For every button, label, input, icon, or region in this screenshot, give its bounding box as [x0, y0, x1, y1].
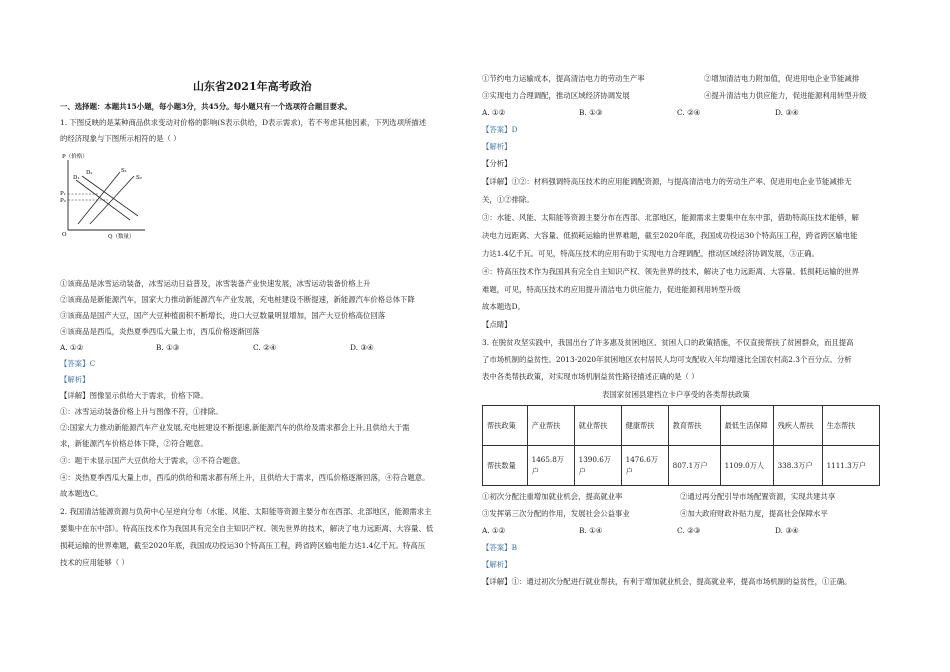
- label-d2: D₂: [86, 170, 93, 176]
- q2-option-c[interactable]: C. ②④: [677, 108, 701, 117]
- table-header-row: [483, 406, 880, 446]
- q1-detail-line: ③：题干未显示国产大豆供给大于需求，③不符合题意。: [60, 456, 245, 465]
- q1-detail-line: 求，新能源汽车价格总体下降，②符合题意。: [60, 439, 208, 448]
- q3-item: ③发挥第三次分配的作用，发展社会公益事业: [482, 509, 630, 518]
- label-p1: P₁: [60, 191, 66, 197]
- q2-option-b[interactable]: B. ①③: [579, 108, 603, 117]
- demand-curve-d2: [82, 176, 138, 216]
- q2-option-a[interactable]: A. ①②: [482, 108, 506, 117]
- table-cell: 1390.6万户: [574, 446, 621, 486]
- q2-answer: 【答案】D: [482, 125, 518, 134]
- q2-detail-line: ④：特高压技术作为我国具有完全自主知识产权、领先世界的技术，解决了电力远距离、大容量、低损耗运输的世界: [482, 267, 859, 276]
- table-cell: 338.3万户: [773, 446, 822, 486]
- q2-item: ③实现电力合理调配，推动区域经济协调发展: [482, 91, 630, 100]
- q1-item: ①该商品是冰雪运动装备，冰雪运动日益普及，冰雪装备产业快速发展，冰雪运动装备价格上升: [60, 279, 371, 288]
- q3-item: ④加大政府财政补贴力度，提高社会保障水平: [680, 509, 828, 518]
- q1-option-d[interactable]: D. ③④: [350, 343, 374, 352]
- q2-item: ④提升清洁电力供应能力，促进能源利用转型升级: [704, 91, 867, 100]
- section-heading: 一、选择题：本题共15小题，每小题3分，共45分。每小题只有一个选项符合题目要求。: [60, 102, 352, 111]
- graph-ylabel: P（价格）: [62, 154, 88, 160]
- table-cell: 807.1万户: [668, 446, 720, 486]
- label-d1: D₁: [73, 175, 80, 181]
- table-header-cell: 最低生活保障: [720, 406, 773, 446]
- q1-option-a[interactable]: A. ①②: [60, 343, 84, 352]
- supply-demand-graph: [60, 150, 155, 250]
- q2-item: ①节约电力运输成本，提高清洁电力的劳动生产率: [482, 74, 645, 83]
- q3-option-b[interactable]: B. ①④: [579, 526, 603, 535]
- q2-detail-line: 难题，可见，特高压技术的应用提升清洁电力供应能力，促进能源利用转型升级: [482, 285, 741, 294]
- table-header-cell: 健康帮扶: [621, 406, 668, 446]
- table-cell: 1109.0万人: [720, 446, 773, 486]
- table-row: [483, 446, 880, 486]
- label-s1: S₁: [121, 168, 127, 174]
- q3-option-a[interactable]: A. ①②: [482, 526, 506, 535]
- q3-option-d[interactable]: D. ③④: [775, 526, 799, 535]
- page-title: 山东省2021年高考政治: [193, 80, 312, 93]
- graph-xlabel: Q（数量）: [108, 234, 135, 240]
- q1-detail-line: ①：冰雪运动装备价格上升与图像不符，①排除。: [60, 407, 223, 416]
- table-header-cell: 教育帮扶: [668, 406, 720, 446]
- table-header-cell: 就业帮扶: [574, 406, 621, 446]
- q2-detail-line: ③：水能、风能、太阳能等资源主要分布在西部、北部地区，能源需求主要集中在东中部，借助特高压技术能够，解: [482, 213, 859, 222]
- table-cell: 1111.3万户: [822, 446, 879, 486]
- q3-item: ①初次分配注重增加就业机会，提高就业率: [482, 492, 623, 501]
- table-cell: 帮扶数量: [483, 446, 528, 486]
- q1-detail-line: 故本题选C。: [60, 489, 103, 498]
- q3-stem-line: 了市场机制的益贫性。2013-2020年贫困地区农村居民人均可支配收入年均增速比全国农村高2.3个百分点。分析: [482, 355, 852, 364]
- graph-origin: O: [62, 232, 67, 238]
- q3-stem-line: 表中各类帮扶政策，对实现市场机制益贫性路径描述正确的是（ ）: [482, 372, 699, 381]
- q2-stem-line: 损耗运输的世界难题，截至2020年底，我国成功投运30个特高压工程，跨省跨区输电能力达1.4亿千瓦。特高压: [60, 541, 426, 550]
- table-header-cell: 生态帮扶: [822, 406, 879, 446]
- q1-answer: 【答案】C: [60, 359, 96, 368]
- q2-detail-line: 关，①②排除。: [482, 195, 534, 204]
- q2-detail-line: 决电力远距离、大容量、低损耗运输的世界难题，截至2020年底，我国成功投运30个特高压工程，跨省跨区输电能: [482, 231, 858, 240]
- table-header-cell: 残疾人帮扶: [773, 406, 822, 446]
- q2-fenxi-label: 【分析】: [482, 159, 512, 168]
- q1-item: ②该商品是新能源汽车，国家大力推动新能源汽车产业发展，充电桩建设不断提速，新能源汽车价格总体下降: [60, 295, 415, 304]
- q1-item: ④该商品是西瓜，炎热夏季西瓜大量上市，西瓜价格逐渐回落: [60, 327, 260, 336]
- q2-detail-line: 【详解】①②：材料强调特高压技术的应用能调配资源，与提高清洁电力的劳动生产率、促进用电企业节能减排无: [482, 177, 852, 186]
- q2-detail-line: 力达1.4亿千瓦。可见，特高压技术的应用有助于实现电力合理调配，推动区域经济协调发展，③正确。: [482, 249, 819, 258]
- q2-detail-line: 故本题选D。: [482, 302, 525, 311]
- q3-item: ②通过再分配引导市场配置资源，实现共建共享: [680, 492, 836, 501]
- q2-stem-line: 要集中在东中部）。特高压技术作为我国具有完全自主知识产权、领先世界的技术，解决了电力远距离、大容量、低: [60, 524, 434, 533]
- q2-option-d[interactable]: D. ③④: [775, 108, 799, 117]
- q2-analysis-label: 【解析】: [482, 142, 512, 151]
- q1-option-c[interactable]: C. ②④: [253, 343, 277, 352]
- q3-option-c[interactable]: C. ②③: [677, 526, 701, 535]
- q1-detail-line: 【详解】图像显示供给大于需求，价格下降。: [60, 391, 208, 400]
- q1-stem-line: 1. 下图反映的是某种商品供求变动对价格的影响(S表示供给，D表示需求)，若不考虑其他因素，下列选项所描述: [60, 118, 427, 127]
- label-s2: S₂: [136, 175, 142, 181]
- q3-detail-line: 【详解】①：通过初次分配进行就业帮扶，有利于增加就业机会，提高就业率，提高市场机制的益贫性，①正确。: [482, 577, 852, 586]
- q1-stem-line: 的经济现象与下图所示相符的是（ ）: [60, 134, 181, 143]
- table-header-cell: 产业帮扶: [527, 406, 574, 446]
- q1-detail-line: ④：炎热夏季西瓜大量上市，西瓜的供给和需求都有所上升，且供给大于需求，西瓜价格逐渐回落，④符合题意。: [60, 473, 430, 482]
- q2-dianjing-label: 【点睛】: [482, 320, 512, 329]
- q1-item: ③该商品是国产大豆，国产大豆种植面积不断增长，进口大豆数量明显增加，国产大豆价格高位回落: [60, 311, 386, 320]
- q1-option-b[interactable]: B. ①③: [156, 343, 180, 352]
- q3-stem-line: 3. 在脱贫攻坚实践中，我国出台了许多惠及贫困地区、贫困人口的政策措施，不仅直接帮扶了贫困群众，而且提高: [482, 338, 854, 347]
- q3-answer: 【答案】B: [482, 543, 517, 552]
- q3-analysis-label: 【解析】: [482, 560, 512, 569]
- policy-table: [482, 405, 880, 486]
- q2-stem-line: 技术的应用能够（ ）: [60, 558, 129, 567]
- q1-analysis-label: 【解析】: [60, 375, 90, 384]
- q2-stem-line: 2. 我国清洁能源资源与负荷中心呈逆向分布（水能、风能、太阳能等资源主要分布在西部、北部地区，能源需求主: [60, 507, 432, 516]
- q2-item: ②增加清洁电力附加值，促进用电企业节能减排: [704, 74, 860, 83]
- q1-detail-line: ②:国家大力推动新能源汽车产业发展,充电桩建设不断提速,新能源汽车的供给及需求都会上升,且供给大于需: [60, 423, 410, 432]
- label-p2: P₂: [60, 198, 66, 204]
- table-header-cell: 帮扶政策: [483, 406, 528, 446]
- table-cell: 1476.6万户: [621, 446, 668, 486]
- table-cell: 1465.8万户: [527, 446, 574, 486]
- table-title: 表国家贫困县建档立卡户享受的各类帮扶政策: [602, 390, 750, 399]
